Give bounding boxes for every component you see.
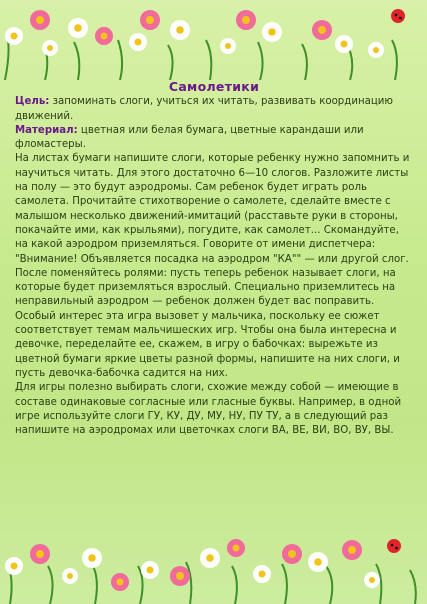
body-paragraph-2: После поменяйтесь ролями: пусть теперь ребенок называет слоги, на которые будет приземляться взрослый. Специально приземлитесь на неправильный аэродром — ребенок должен будет вас поправить. [15, 267, 396, 308]
flower-border-top [0, 0, 427, 80]
goal-label: Цель: [15, 96, 50, 108]
document-body [15, 80, 413, 438]
page-title: Самолетики [168, 79, 260, 94]
material-label: Материал: [15, 124, 78, 136]
body-paragraph-4: Для игры полезно выбирать слоги, схожие между собой — имеющие в составе одинаковые согласные или гласные буквы. Например, в одной игре используйте слоги ГУ, КУ, ДУ, МУ, НУ, ПУ ТУ, а в следующий раз напишите на аэродромах или цветочках слоги ВА, ВЕ, ВИ, ВО, ВУ, ВЫ. [15, 382, 402, 437]
daisy-icon [5, 548, 380, 588]
ladybug-icon [391, 9, 405, 23]
body-paragraph-3: Особый интерес эта игра вызовет у мальчика, поскольку ее сюжет соответствует темам мальчишеских игр. Чтобы она была интересна и девочке, переделайте ее, скажем, в игру о бабочках: вырежьте из цветной бумаги яркие цветы разной формы, напишите на них слоги, и пусть девочка-бабочка садится на них. [15, 310, 400, 379]
flower-border-bottom [0, 514, 427, 604]
body-paragraph-1: На листах бумаги напишите слоги, которые ребенку нужно запомнить и научиться читать. Для этого достаточно 6—10 слогов. Разложите листы на полу — это будут аэродромы. Сам ребенок будет играть роль самолета. Прочитайте стихотворение о самолете, сделайте вместе с малышом несколько движений-имитаций (расставьте руки в стороны, покачайте ими, как крыльями), погудите, как самолет... Скомандуйте, на какой аэродром приземляться. Говорите от имени диспетчера: "Внимание! Объявляется посадка на аэродром "КА"" — или другой слог. [15, 153, 410, 265]
goal-text: запоминать слоги, учиться их читать, развивать координацию движений. [15, 96, 393, 122]
material-text: цветная или белая бумага, цветные карандаши или фломастеры. [15, 124, 364, 151]
material-paragraph [15, 124, 413, 153]
ladybug-icon [387, 539, 401, 553]
goal-paragraph [15, 95, 413, 124]
